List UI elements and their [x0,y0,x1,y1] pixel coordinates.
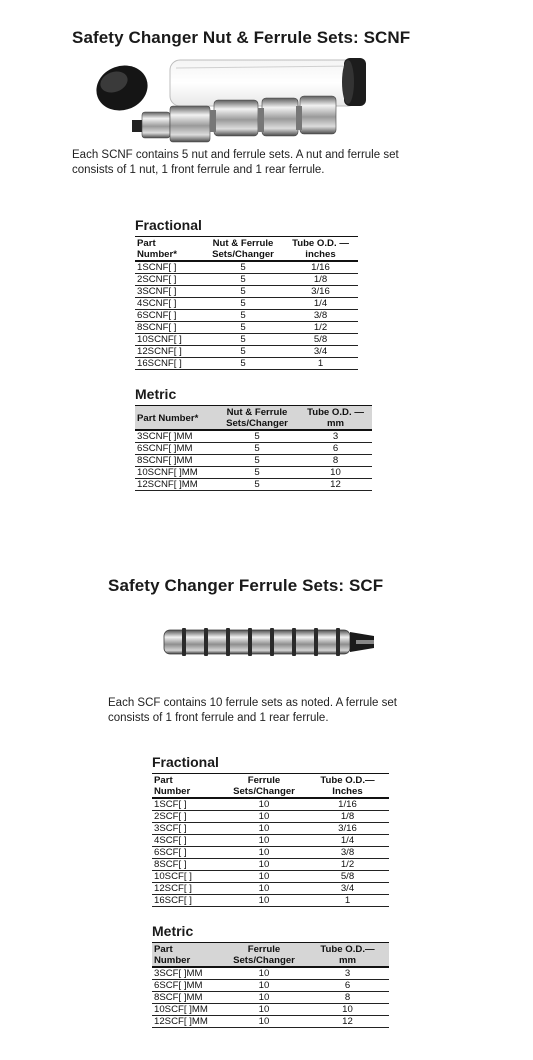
scf-description-line2: consists of 1 front ferrule and 1 rear ferrule. [108,712,329,724]
scnf-metric-table [135,405,372,491]
sets-per-changer-cell: 10 [222,823,306,835]
part-number-cell: 10SCNF[ ]MM [135,467,215,479]
table-row [152,859,389,871]
table-row [135,334,358,346]
part-number-cell: 8SCNF[ ] [135,322,203,334]
table-row [135,443,372,455]
tube-od-cell: 5/8 [306,871,389,883]
tube-od-cell: 1/2 [283,322,358,334]
part-number-cell: 6SCF[ ]MM [152,980,222,992]
table-row [135,322,358,334]
table-row [135,455,372,467]
table-row [152,1004,389,1016]
scf-metric-heading: Metric [152,923,194,939]
sets-per-changer-cell: 10 [222,871,306,883]
tube-od-cell: 3/8 [283,310,358,322]
table-row [152,1016,389,1028]
part-number-cell: 6SCF[ ] [152,847,222,859]
part-number-cell: 2SCNF[ ] [135,274,203,286]
part-number-cell: 1SCF[ ] [152,798,222,811]
sets-per-changer-cell: 10 [222,980,306,992]
sets-per-changer-cell: 10 [222,859,306,871]
table-row [135,298,358,310]
sets-per-changer-cell: 10 [222,798,306,811]
scnf-description [72,148,399,178]
part-number-cell: 2SCF[ ] [152,811,222,823]
tube-od-cell: 8 [299,455,372,467]
tube-od-cell: 3 [299,430,372,443]
table-row [152,883,389,895]
part-number-cell: 3SCNF[ ]MM [135,430,215,443]
scnf-fractional-table [135,236,358,370]
tube-od-cell: 1/16 [306,798,389,811]
tube-od-cell: 12 [299,479,372,491]
sets-per-changer-cell: 10 [222,835,306,847]
col-header-sets-per-changer: Ferrule Sets/Changer [222,774,306,799]
table-row [135,261,358,274]
table-row [152,823,389,835]
part-number-cell: 10SCF[ ]MM [152,1004,222,1016]
table-row [152,811,389,823]
col-header-sets-per-changer: Ferrule Sets/Changer [222,943,306,968]
sets-per-changer-cell: 10 [222,883,306,895]
sets-per-changer-cell: 5 [203,298,283,310]
table-row [152,992,389,1004]
part-number-cell: 12SCNF[ ]MM [135,479,215,491]
table-row [135,346,358,358]
part-number-cell: 12SCF[ ] [152,883,222,895]
part-number-cell: 6SCNF[ ]MM [135,443,215,455]
sets-per-changer-cell: 5 [203,346,283,358]
tube-od-cell: 3/4 [283,346,358,358]
tube-od-cell: 3/16 [283,286,358,298]
table-row [152,798,389,811]
scf-description [108,696,397,726]
table-row [135,358,358,370]
tube-od-cell: 1/4 [306,835,389,847]
table-row [152,871,389,883]
part-number-cell: 8SCF[ ]MM [152,992,222,1004]
tube-od-cell: 12 [306,1016,389,1028]
col-header-tube-od: Tube O.D.— mm [306,943,389,968]
part-number-cell: 12SCF[ ]MM [152,1016,222,1028]
col-header-tube-od: Tube O.D.— Inches [306,774,389,799]
part-number-cell: 1SCNF[ ] [135,261,203,274]
tube-od-cell: 1/2 [306,859,389,871]
sets-per-changer-cell: 5 [203,334,283,346]
scnf-product-image [92,54,382,146]
scnf-title: Safety Changer Nut & Ferrule Sets: SCNF [72,28,411,47]
tube-od-cell: 10 [299,467,372,479]
part-number-cell: 4SCF[ ] [152,835,222,847]
part-number-cell: 8SCNF[ ]MM [135,455,215,467]
part-number-cell: 8SCF[ ] [152,859,222,871]
sets-per-changer-cell: 5 [215,430,299,443]
sets-per-changer-cell: 5 [203,310,283,322]
sets-per-changer-cell: 10 [222,847,306,859]
tube-od-cell: 1 [283,358,358,370]
scf-description-line1: Each SCF contains 10 ferrule sets as noted. A ferrule set [108,697,397,709]
part-number-cell: 6SCNF[ ] [135,310,203,322]
sets-per-changer-cell: 5 [215,443,299,455]
table-row [135,479,372,491]
table-row [152,835,389,847]
table-row [152,847,389,859]
sets-per-changer-cell: 10 [222,1004,306,1016]
table-row [152,895,389,907]
col-header-part-number: Part Number [152,774,222,799]
col-header-part-number: Part Number [152,943,222,968]
scnf-description-line1: Each SCNF contains 5 nut and ferrule sets. A nut and ferrule set [72,149,399,161]
col-header-tube-od: Tube O.D. — inches [283,237,358,262]
col-header-sets-per-changer: Nut & Ferrule Sets/Changer [215,406,299,431]
tube-od-cell: 6 [299,443,372,455]
sets-per-changer-cell: 5 [215,479,299,491]
tube-od-cell: 10 [306,1004,389,1016]
tube-od-cell: 5/8 [283,334,358,346]
scnf-description-line2: consists of 1 nut, 1 front ferrule and 1 rear ferrule. [72,164,325,176]
sets-per-changer-cell: 5 [215,455,299,467]
sets-per-changer-cell: 5 [203,358,283,370]
scnf-metric-heading: Metric [135,386,177,402]
tube-od-cell: 6 [306,980,389,992]
col-header-tube-od: Tube O.D. — mm [299,406,372,431]
sets-per-changer-cell: 10 [222,895,306,907]
tube-od-cell: 3 [306,967,389,980]
tube-od-cell: 3/16 [306,823,389,835]
part-number-cell: 12SCNF[ ] [135,346,203,358]
sets-per-changer-cell: 5 [215,467,299,479]
sets-per-changer-cell: 10 [222,811,306,823]
part-number-cell: 3SCF[ ] [152,823,222,835]
tube-od-cell: 3/8 [306,847,389,859]
sets-per-changer-cell: 5 [203,274,283,286]
part-number-cell: 10SCF[ ] [152,871,222,883]
table-row [135,430,372,443]
tube-od-cell: 1/16 [283,261,358,274]
table-row [135,467,372,479]
table-row [135,274,358,286]
tube-od-cell: 3/4 [306,883,389,895]
part-number-cell: 3SCF[ ]MM [152,967,222,980]
sets-per-changer-cell: 5 [203,261,283,274]
scf-title: Safety Changer Ferrule Sets: SCF [108,576,384,595]
scf-product-image [160,622,380,662]
tube-od-cell: 1/4 [283,298,358,310]
table-row [135,286,358,298]
part-number-cell: 4SCNF[ ] [135,298,203,310]
sets-per-changer-cell: 10 [222,992,306,1004]
sets-per-changer-cell: 10 [222,1016,306,1028]
col-header-part-number: Part Number* [135,237,203,262]
part-number-cell: 10SCNF[ ] [135,334,203,346]
scf-fractional-table [152,773,389,907]
col-header-sets-per-changer: Nut & Ferrule Sets/Changer [203,237,283,262]
tube-od-cell: 8 [306,992,389,1004]
sets-per-changer-cell: 5 [203,322,283,334]
tube-od-cell: 1/8 [306,811,389,823]
part-number-cell: 16SCNF[ ] [135,358,203,370]
col-header-part-number: Part Number* [135,406,215,431]
table-row [152,967,389,980]
table-row [135,310,358,322]
part-number-cell: 16SCF[ ] [152,895,222,907]
part-number-cell: 3SCNF[ ] [135,286,203,298]
scf-fractional-heading: Fractional [152,754,219,770]
table-row [152,980,389,992]
scnf-fractional-heading: Fractional [135,217,202,233]
sets-per-changer-cell: 5 [203,286,283,298]
sets-per-changer-cell: 10 [222,967,306,980]
scf-metric-table [152,942,389,1028]
tube-od-cell: 1/8 [283,274,358,286]
tube-od-cell: 1 [306,895,389,907]
